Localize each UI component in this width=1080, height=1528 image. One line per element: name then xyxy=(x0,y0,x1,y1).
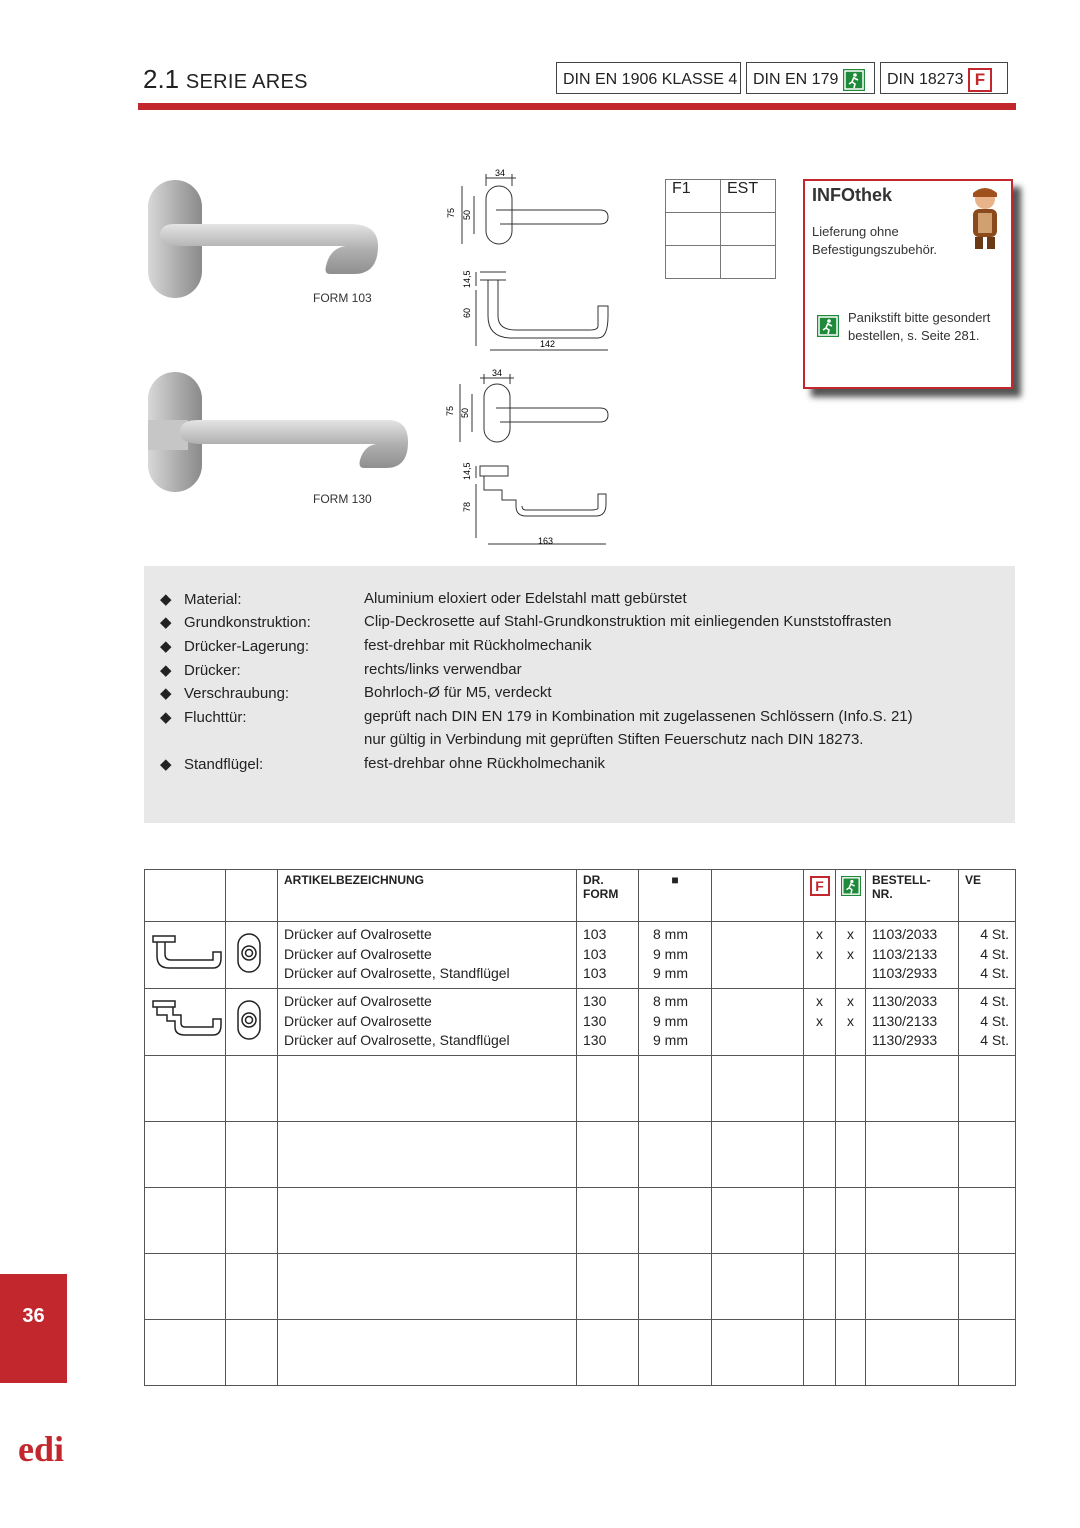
order-numbers xyxy=(866,989,959,1056)
infothek-title: INFOthek xyxy=(812,185,893,205)
spec-value: Bohrloch-Ø für M5, verdeckt xyxy=(364,684,552,701)
spec-value: fest-drehbar ohne Rückholmechanik xyxy=(364,755,605,772)
square-value: 9 mm xyxy=(653,1012,688,1029)
technical-drawing-form-130 xyxy=(440,366,620,556)
square-values xyxy=(639,922,712,989)
header-form: DR. FORM xyxy=(577,870,639,922)
order-number: 1103/2133 xyxy=(872,945,938,962)
ve-values xyxy=(959,922,1016,989)
infothek-text-delivery: Lieferung ohne Befestigungszubehör. xyxy=(812,224,938,257)
handle-symbol-cell xyxy=(145,922,226,989)
spec-row xyxy=(160,637,309,655)
table-header-row xyxy=(145,870,1016,922)
form-value: 103 xyxy=(583,965,607,981)
header-ve: VE xyxy=(959,870,1016,922)
spec-label: Standflügel: xyxy=(184,756,264,773)
fire-mark: x xyxy=(816,945,823,962)
exit-marks xyxy=(836,989,866,1056)
article-names xyxy=(278,989,577,1056)
exit-mark: x xyxy=(847,926,854,942)
dim-top: 34 xyxy=(495,168,506,178)
finish-grid xyxy=(665,179,776,279)
dim-side2: 60 xyxy=(462,307,472,318)
form-value: 130 xyxy=(583,1012,607,1029)
form-value: 130 xyxy=(583,1032,607,1048)
fire-protection-badge: F xyxy=(968,68,992,92)
header-exit xyxy=(836,870,866,922)
spec-value: Aluminium eloxiert oder Edelstahl matt gebürstet xyxy=(364,590,687,607)
spec-row xyxy=(160,590,242,608)
ve-value: 4 St. xyxy=(980,965,1009,981)
table-row-empty xyxy=(145,1254,1016,1320)
spec-label: Drücker-Lagerung: xyxy=(184,638,310,655)
table-row-empty xyxy=(145,1056,1016,1122)
form-values xyxy=(577,922,639,989)
article-name: Drücker auf Ovalrosette xyxy=(284,926,432,942)
dim-side1: 14,5 xyxy=(462,462,472,480)
fire-protection-badge: F xyxy=(810,876,830,896)
table-row xyxy=(145,922,1016,989)
spec-label: Grundkonstruktion: xyxy=(184,614,311,631)
article-table xyxy=(144,869,1016,1386)
standard-label: DIN EN 179 xyxy=(753,71,839,88)
specification-block xyxy=(144,566,1015,823)
order-number: 1103/2933 xyxy=(872,965,938,981)
emergency-exit-icon xyxy=(817,315,839,337)
rosette-symbol-cell xyxy=(226,922,278,989)
square-values xyxy=(639,989,712,1056)
finish-f1: F1 xyxy=(666,180,721,213)
square-value: 8 mm xyxy=(653,926,688,942)
article-name: Drücker auf Ovalrosette xyxy=(284,945,432,962)
table-row-empty xyxy=(145,1188,1016,1254)
fire-marks xyxy=(804,989,836,1056)
fire-mark: x xyxy=(816,926,823,942)
bullet-icon: ◆ xyxy=(160,638,172,655)
oval-rosette-icon xyxy=(230,930,270,974)
bullet-icon: ◆ xyxy=(160,591,172,608)
ve-values xyxy=(959,989,1016,1056)
bullet-icon: ◆ xyxy=(160,709,172,726)
spec-row xyxy=(160,684,289,702)
ve-value: 4 St. xyxy=(980,926,1009,942)
standard-label: DIN EN 1906 KLASSE 4 xyxy=(563,71,738,88)
exit-mark: x xyxy=(847,993,854,1009)
finish-cell xyxy=(721,213,776,246)
handle-form-103-icon xyxy=(147,930,223,974)
standard-label: DIN 18273 xyxy=(887,71,964,88)
caption-form-103: FORM 103 xyxy=(313,291,372,305)
fire-mark: x xyxy=(816,993,823,1009)
handle-form-130-icon xyxy=(147,997,223,1041)
article-name: Drücker auf Ovalrosette xyxy=(284,993,432,1009)
spec-label: Material: xyxy=(184,591,242,608)
page-number: 36 xyxy=(0,1274,67,1383)
spec-row xyxy=(160,613,311,631)
article-name: Drücker auf Ovalrosette xyxy=(284,1012,432,1029)
dim-side1: 14,5 xyxy=(462,270,472,288)
square-value: 9 mm xyxy=(653,1032,688,1048)
form-values xyxy=(577,989,639,1056)
ve-value: 4 St. xyxy=(980,1032,1009,1048)
header-rule xyxy=(138,103,1016,110)
fire-mark: x xyxy=(816,1012,823,1029)
dim-len: 163 xyxy=(538,536,554,546)
emergency-exit-icon xyxy=(841,876,861,896)
dim-h1: 75 xyxy=(445,405,455,416)
spec-row xyxy=(160,708,247,726)
oval-rosette-icon xyxy=(230,997,270,1041)
spec-value: rechts/links verwendbar xyxy=(364,661,522,678)
finish-cell xyxy=(666,213,721,246)
handle-symbol-cell xyxy=(145,989,226,1056)
table-row-empty xyxy=(145,1320,1016,1386)
header-cell xyxy=(712,870,804,922)
table-row-empty xyxy=(145,1122,1016,1188)
exit-mark: x xyxy=(847,945,854,962)
ve-value: 4 St. xyxy=(980,993,1009,1009)
form-value: 130 xyxy=(583,993,607,1009)
edi-logo: edi xyxy=(18,1429,65,1469)
exit-marks xyxy=(836,922,866,989)
order-number: 1130/2933 xyxy=(872,1032,938,1048)
spec-label: Verschraubung: xyxy=(184,685,290,702)
spec-row xyxy=(160,661,241,679)
empty-cell xyxy=(712,989,804,1056)
dim-len: 142 xyxy=(540,339,556,349)
exit-mark: x xyxy=(847,1012,854,1029)
infothek-text-panic: Panikstift bitte gesondert bestellen, s. Seite 281. xyxy=(848,310,991,343)
bullet-icon: ◆ xyxy=(160,614,172,631)
spec-value: geprüft nach DIN EN 179 in Kombination mit zugelassenen Schlössern (Info.S. 21) xyxy=(364,708,913,725)
finish-cell xyxy=(721,246,776,279)
header-order: BESTELL- NR. xyxy=(866,870,959,922)
table-row xyxy=(145,989,1016,1056)
bullet-icon: ◆ xyxy=(160,685,172,702)
section-title: SERIE ARES xyxy=(185,71,308,93)
dim-h2: 50 xyxy=(462,209,472,220)
form-value: 103 xyxy=(583,926,607,942)
handle-photo-form-103 xyxy=(140,176,390,306)
header-square: ■ xyxy=(639,870,712,922)
emergency-exit-icon xyxy=(843,69,865,91)
spec-value: fest-drehbar mit Rückholmechanik xyxy=(364,637,592,654)
spec-row xyxy=(160,755,263,773)
article-name: Drücker auf Ovalrosette, Standflügel xyxy=(284,1032,510,1048)
mascot-icon xyxy=(963,185,1007,251)
header-cell xyxy=(145,870,226,922)
spec-value: Clip-Deckrosette auf Stahl-Grundkonstruktion mit einliegenden Kunststoffrasten xyxy=(364,613,892,630)
article-names xyxy=(278,922,577,989)
order-numbers xyxy=(866,922,959,989)
order-number: 1130/2033 xyxy=(872,993,938,1009)
bullet-icon: ◆ xyxy=(160,756,172,773)
section-heading xyxy=(143,64,308,95)
finish-cell xyxy=(666,246,721,279)
article-name: Drücker auf Ovalrosette, Standflügel xyxy=(284,965,510,981)
standard-din-18273 xyxy=(880,62,1008,94)
ve-value: 4 St. xyxy=(980,1012,1009,1029)
square-value: 9 mm xyxy=(653,965,688,981)
fire-marks xyxy=(804,922,836,989)
order-number: 1103/2033 xyxy=(872,926,938,942)
bullet-icon: ◆ xyxy=(160,662,172,679)
dim-side2: 78 xyxy=(462,501,472,512)
dim-h1: 75 xyxy=(446,207,456,218)
standard-din-en-179 xyxy=(746,62,875,94)
form-value: 103 xyxy=(583,945,607,962)
infothek-box xyxy=(803,179,1013,389)
rosette-symbol-cell xyxy=(226,989,278,1056)
ve-value: 4 St. xyxy=(980,945,1009,962)
square-value: 9 mm xyxy=(653,945,688,962)
finish-est: EST xyxy=(721,180,776,213)
header-article: ARTIKELBEZEICHNUNG xyxy=(278,870,577,922)
empty-cell xyxy=(712,922,804,989)
order-number: 1130/2133 xyxy=(872,1012,938,1029)
dim-h2: 50 xyxy=(460,407,470,418)
section-number: 2.1 xyxy=(143,64,180,94)
spec-label: Drücker: xyxy=(184,662,241,679)
handle-photo-form-130 xyxy=(140,370,410,495)
spec-value: nur gültig in Verbindung mit geprüften Stiften Feuerschutz nach DIN 18273. xyxy=(364,731,864,748)
standard-din-en-1906 xyxy=(556,62,741,94)
caption-form-130: FORM 130 xyxy=(313,492,372,506)
header-fire xyxy=(804,870,836,922)
spec-label: Fluchttür: xyxy=(184,709,247,726)
square-value: 8 mm xyxy=(653,993,688,1009)
dim-top: 34 xyxy=(492,368,503,378)
header-cell xyxy=(226,870,278,922)
technical-drawing-form-103 xyxy=(440,166,620,356)
